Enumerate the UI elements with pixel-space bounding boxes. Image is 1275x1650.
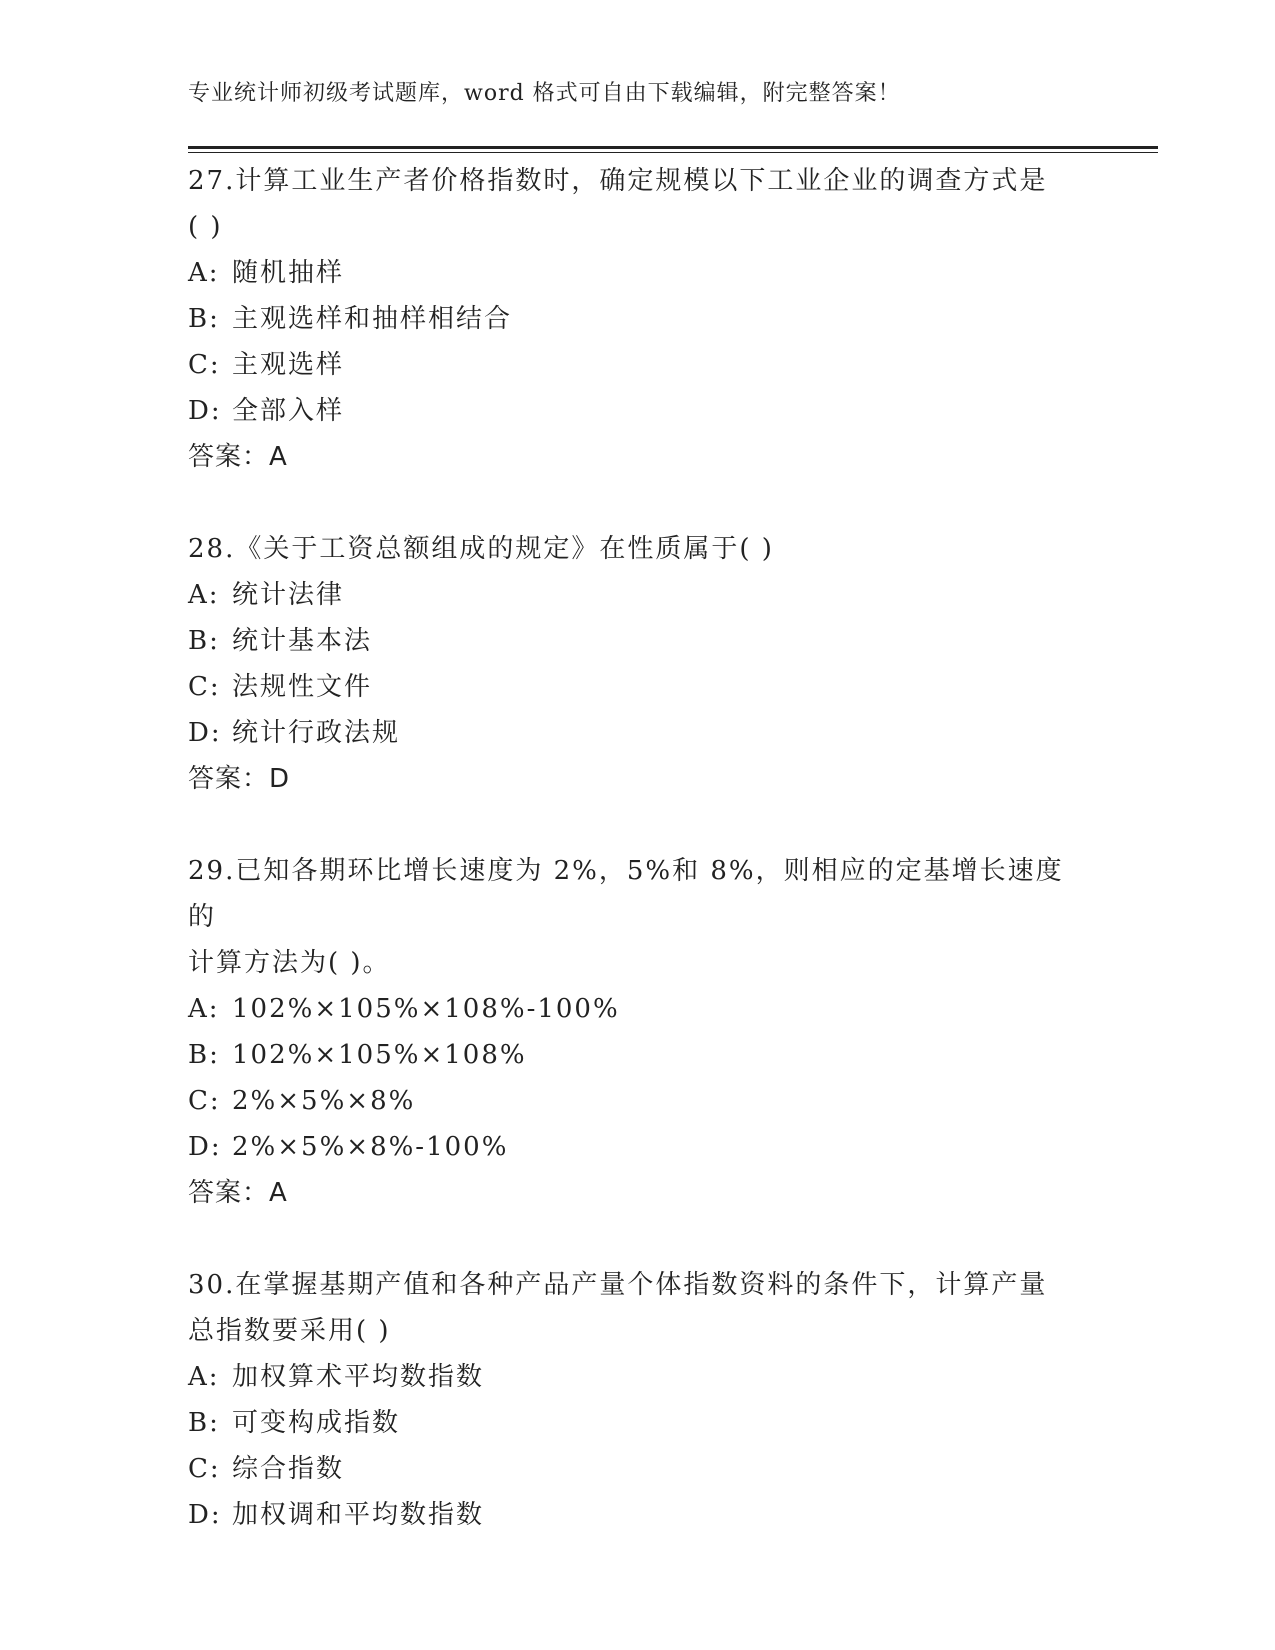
question-stem: 30.在掌握基期产值和各种产品产量个体指数资料的条件下，计算产量 [188, 1270, 1048, 1300]
header-rule-thick [188, 146, 1158, 149]
option-c [188, 664, 1088, 710]
option-b [188, 1400, 1088, 1446]
option-text: 102%×105%×108% [232, 1040, 527, 1070]
option-letter: B: [188, 1040, 220, 1070]
option-letter: D: [188, 1500, 222, 1530]
option-letter: D: [188, 718, 222, 748]
option-text: 法规性文件 [232, 672, 373, 702]
option-c [188, 342, 1088, 388]
option-a [188, 1354, 1088, 1400]
option-d [188, 388, 1088, 434]
question-27 [188, 158, 1088, 480]
answer-label: 答案：A [188, 442, 288, 472]
option-letter: D: [188, 1132, 222, 1162]
header-rule-thin [188, 152, 1158, 153]
option-text: 统计法律 [232, 580, 345, 610]
option-letter: A: [188, 258, 220, 288]
option-text: 随机抽样 [232, 258, 345, 288]
question-stem-continued: 计算方法为( )。 [188, 948, 391, 978]
option-letter: C: [188, 672, 221, 702]
option-letter: A: [188, 580, 220, 610]
option-letter: B: [188, 626, 220, 656]
option-text: 主观选样 [232, 350, 345, 380]
option-d [188, 1492, 1088, 1538]
option-letter: D: [188, 396, 222, 426]
question-stem: 29.已知各期环比增长速度为 2%，5%和 8%，则相应的定基增长速度的 [188, 856, 1064, 932]
option-text: 可变构成指数 [232, 1408, 401, 1438]
option-d [188, 1124, 1088, 1170]
option-a [188, 572, 1088, 618]
question-30 [188, 1262, 1088, 1538]
option-text: 全部入样 [232, 396, 345, 426]
page-header: 专业统计师初级考试题库，word 格式可自由下载编辑，附完整答案！ [188, 81, 901, 106]
option-text: 2%×5%×8% [232, 1086, 416, 1116]
option-letter: C: [188, 350, 221, 380]
option-text: 2%×5%×8%-100% [232, 1132, 509, 1162]
spacer [188, 802, 1088, 848]
answer-label: 答案：D [188, 764, 291, 794]
spacer [188, 480, 1088, 526]
option-b [188, 296, 1088, 342]
option-d [188, 710, 1088, 756]
answer-label: 答案：A [188, 1178, 288, 1208]
option-letter: C: [188, 1454, 221, 1484]
option-letter: B: [188, 1408, 220, 1438]
option-c [188, 1446, 1088, 1492]
option-letter: C: [188, 1086, 221, 1116]
option-text: 主观选样和抽样相结合 [232, 304, 513, 334]
option-letter: A: [188, 1362, 220, 1392]
option-letter: A: [188, 994, 220, 1024]
question-28 [188, 526, 1088, 802]
question-stem-continued: ( ) [188, 212, 223, 242]
spacer [188, 1216, 1088, 1262]
option-text: 加权算术平均数指数 [232, 1362, 485, 1392]
question-29 [188, 848, 1088, 1216]
option-letter: B: [188, 304, 220, 334]
option-b [188, 618, 1088, 664]
question-stem: 27.计算工业生产者价格指数时，确定规模以下工业企业的调查方式是 [188, 166, 1048, 196]
option-a [188, 250, 1088, 296]
option-text: 统计基本法 [232, 626, 373, 656]
option-a [188, 986, 1088, 1032]
option-text: 加权调和平均数指数 [232, 1500, 485, 1530]
option-b [188, 1032, 1088, 1078]
option-text: 综合指数 [232, 1454, 345, 1484]
question-stem-continued: 总指数要采用( ) [188, 1316, 391, 1346]
option-text: 102%×105%×108%-100% [232, 994, 620, 1024]
question-list [188, 158, 1088, 1538]
option-c [188, 1078, 1088, 1124]
option-text: 统计行政法规 [232, 718, 401, 748]
question-stem: 28.《关于工资总额组成的规定》在性质属于( ) [188, 534, 774, 564]
